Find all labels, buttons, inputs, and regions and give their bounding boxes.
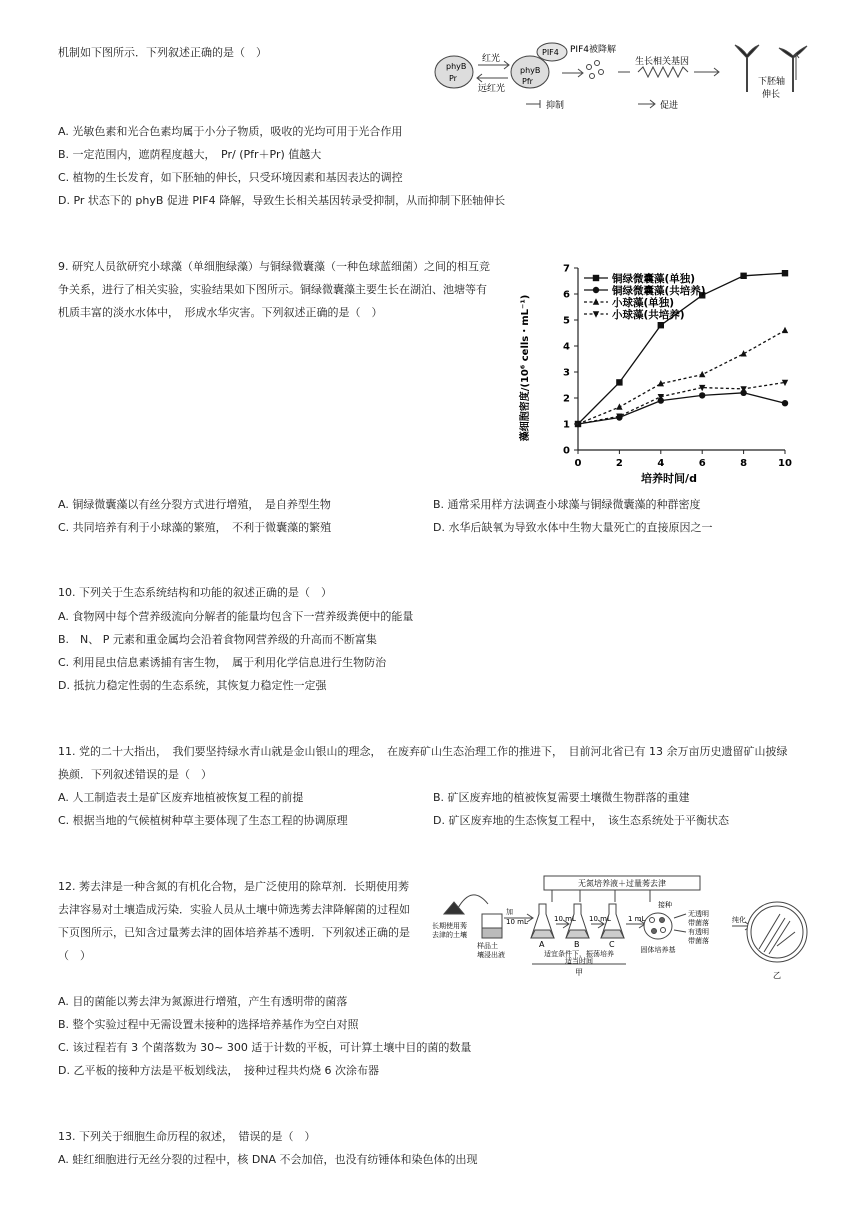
q9-stem-line2: 争关系，进行了相关实验，实验结果如下图所示。铜绿微囊藻主要生长在湖泊、池塘等有 (58, 283, 487, 296)
q11-option-b: B. 矿区废弃地的植被恢复需要土壤微生物群落的重建 (433, 791, 690, 804)
colony-note-2: 带菌落 (688, 919, 709, 927)
q12-option-a: A. 目的菌能以莠去津为氮源进行增殖，产生有透明带的菌落 (58, 995, 348, 1008)
purify-label: 纯化 (732, 916, 746, 924)
pif4-degraded-label: PIF4被降解 (570, 45, 616, 55)
data-point (699, 371, 705, 377)
data-point (740, 350, 746, 356)
q9-option-b: B. 通常采用样方法调查小球藻与铜绿微囊藻的种群密度 (433, 498, 701, 511)
q12-option-c: C. 该过程若有 3 个菌落数为 30~ 300 适于计数的平板，可计算土壤中目的菌的数量 (58, 1041, 472, 1054)
flask-b-label: B (574, 940, 580, 949)
q9-stem-line1: 9. 研究人员欲研究小球藻（单细胞绿藻）与铜绿微囊藻（一种色球蓝细菌）之间的相互竞 (58, 260, 490, 273)
x-axis-label: 培养时间/d (641, 472, 697, 485)
q9-option-c: C. 共同培养有利于小球藻的繁殖， 不利于微囊藻的繁殖 (58, 521, 332, 534)
q12-stem-line4: （ ） (58, 949, 91, 962)
pif4-bubble-label: PIF4 (542, 48, 559, 57)
q8-option-b: B. 一定范围内，遮荫程度越大， Pr/ (Pfr＋Pr) 值越大 (58, 148, 322, 161)
legend-label-4: 小球藻(共培养) (612, 309, 685, 321)
flask-a-label: A (539, 940, 545, 949)
data-point (782, 327, 788, 333)
q12-stem-line1: 12. 莠去津是一种含氮的有机化合物，是广泛使用的除草剂．长期使用莠 (58, 880, 409, 893)
colony-note-1: 无透明 (688, 910, 709, 918)
data-point (658, 322, 664, 328)
legend-marker-4 (593, 311, 599, 317)
q8-stem-tail: 机制如下图所示．下列叙述正确的是（ ） (58, 46, 267, 59)
growth-genes-label: 生长相关基因 (635, 57, 690, 67)
suspension-label-line2: 壤浸出液 (477, 951, 505, 959)
jia-label: 甲 (575, 968, 583, 977)
q8-phyb-diagram (432, 40, 812, 116)
one-ml-label: 1 mL (628, 915, 646, 923)
solid-medium-label: 固体培养基 (640, 946, 676, 954)
q10-stem: 10. 下列关于生态系统结构和功能的叙述正确的是（ ） (58, 586, 332, 599)
y-tick-label: 7 (563, 263, 570, 275)
phyb-pr-top-label: phyB (446, 62, 467, 71)
q13-stem: 13. 下列关于细胞生命历程的叙述， 错误的是（ ） (58, 1130, 316, 1143)
y-tick-label: 1 (563, 419, 570, 431)
phyb-pfr-top-label: phyB (520, 66, 541, 75)
soil-label-line2: 去津的土壤 (432, 931, 467, 939)
hypocotyl-label-line2: 伸长 (762, 90, 781, 100)
y-axis-label: 藻细胞密度/(10⁶ cells・mL⁻¹) (520, 294, 531, 442)
data-point (616, 379, 622, 385)
x-tick-label: 10 (778, 458, 792, 469)
q12-top-label: 无氮培养液＋过量莠去津 (578, 879, 666, 888)
series-line-2 (578, 393, 785, 424)
y-tick-label: 4 (563, 341, 570, 353)
ten-ml-label-3: 10 mL (589, 915, 611, 923)
q12-stem-line2: 去津容易对土壤造成污染．实验人员从土壤中筛选莠去津降解菌的过程如 (58, 903, 410, 916)
q13-option-a: A. 蛙红细胞进行无丝分裂的过程中，核 DNA 不会加倍，也没有纺锤体和染色体的出现 (58, 1153, 478, 1166)
data-point (616, 403, 622, 409)
y-tick-label: 5 (563, 315, 570, 327)
y-tick-label: 6 (563, 289, 570, 301)
q12-option-d: D. 乙平板的接种方法是平板划线法， 接种过程共灼烧 6 次涂布器 (58, 1064, 379, 1077)
soil-label-line1: 长期使用莠 (432, 922, 467, 930)
legend-marker-1 (593, 275, 599, 281)
y-tick-label: 0 (563, 445, 570, 457)
phyb-pfr-bottom-label: Pfr (522, 77, 533, 86)
culture-label-line1: 适宜条件下，振荡培养 (544, 950, 614, 958)
yi-label: 乙 (773, 971, 781, 980)
legend-marker-3 (593, 298, 599, 304)
x-tick-label: 0 (574, 458, 582, 469)
suspension-label-line1: 样品土 (477, 942, 498, 950)
q11-option-c: C. 根据当地的气候植树种草主要体现了生态工程的协调原理 (58, 814, 348, 827)
q12-stem-line3: 下页图所示，已知含过量莠去津的固体培养基不透明．下列叙述正确的是 (58, 926, 410, 939)
data-point (782, 400, 788, 406)
flask-c-label: C (609, 940, 615, 949)
series-line-3 (578, 330, 785, 424)
q12-option-b: B. 整个实验过程中无需设置未接种的选择培养基作为空白对照 (58, 1018, 359, 1031)
q9-option-a: A. 铜绿微囊藻以有丝分裂方式进行增殖， 是自养型生物 (58, 498, 331, 511)
x-tick-label: 2 (615, 458, 623, 469)
legend-inhibit-label: 抑制 (546, 101, 565, 111)
data-point (782, 270, 788, 276)
q8-option-c: C. 植物的生长发育，如下胚轴的伸长，只受环境因素和基因表达的调控 (58, 171, 403, 184)
inoculate-label: 接种 (658, 901, 672, 909)
culture-label-line2: 适当时间 (565, 957, 593, 965)
hypocotyl-label-line1: 下胚轴 (758, 77, 786, 87)
x-tick-label: 4 (657, 458, 665, 469)
series-line-4 (578, 382, 785, 424)
phyb-pr-bottom-label: Pr (449, 74, 457, 83)
q10-option-d: D. 抵抗力稳定性弱的生态系统，其恢复力稳定性一定强 (58, 679, 327, 692)
legend-label-2: 铜绿微囊藻(共培养) (612, 285, 706, 297)
y-tick-label: 2 (563, 393, 570, 405)
add-label: 加 (506, 908, 513, 916)
legend-label-3: 小球藻(单独) (612, 297, 675, 309)
q8-option-d: D. Pr 状态下的 phyB 促进 PIF4 降解，导致生长相关基因转录受抑制，从而抑制下胚轴伸长 (58, 194, 506, 207)
q12-screening-diagram (432, 874, 812, 984)
legend-promote-label: 促进 (660, 101, 679, 111)
q8-option-a: A. 光敏色素和光合色素均属于小分子物质，吸收的光均可用于光合作用 (58, 125, 403, 138)
data-point (740, 273, 746, 279)
q11-stem-line2: 换颜．下列叙述错误的是（ ） (58, 768, 212, 781)
colony-note-4: 带菌落 (688, 937, 709, 945)
q9-growth-chart (512, 256, 802, 488)
q10-option-b: B. N、 P 元素和重金属均会沿着食物网营养级的升高而不断富集 (58, 633, 377, 646)
legend-label-1: 铜绿微囊藻(单独) (612, 273, 696, 285)
legend-marker-2 (593, 287, 599, 293)
x-tick-label: 8 (740, 458, 748, 469)
q11-option-d: D. 矿区废弃地的生态恢复工程中， 该生态系统处于平衡状态 (433, 814, 729, 827)
q10-option-c: C. 利用昆虫信息素诱捕有害生物， 属于利用化学信息进行生物防治 (58, 656, 387, 669)
x-tick-label: 6 (698, 458, 706, 469)
q9-option-d: D. 水华后缺氧为导致水体中生物大量死亡的直接原因之一 (433, 521, 713, 534)
colony-note-3: 有透明 (688, 928, 709, 936)
q9-stem-line3: 机质丰富的淡水水体中， 形成水华灾害。下列叙述正确的是（ ） (58, 306, 383, 319)
q11-stem-line1: 11. 党的二十大指出， 我们要坚持绿水青山就是金山银山的理念， 在废弃矿山生态治理工作的推进下， 目前河北省已有 13 余万亩历史遗留矿山披绿 (58, 745, 788, 758)
ten-ml-label-2: 10 mL (554, 915, 576, 923)
ten-ml-label-1: 10 mL (506, 918, 528, 926)
red-light-label: 红光 (482, 54, 501, 64)
data-point (699, 392, 705, 398)
q10-option-a: A. 食物网中每个营养级流向分解者的能量均包含下一营养级粪便中的能量 (58, 610, 414, 623)
y-tick-label: 3 (563, 367, 570, 379)
q11-option-a: A. 人工制造表土是矿区废弃地植被恢复工程的前提 (58, 791, 304, 804)
far-red-label: 远红光 (478, 84, 506, 94)
